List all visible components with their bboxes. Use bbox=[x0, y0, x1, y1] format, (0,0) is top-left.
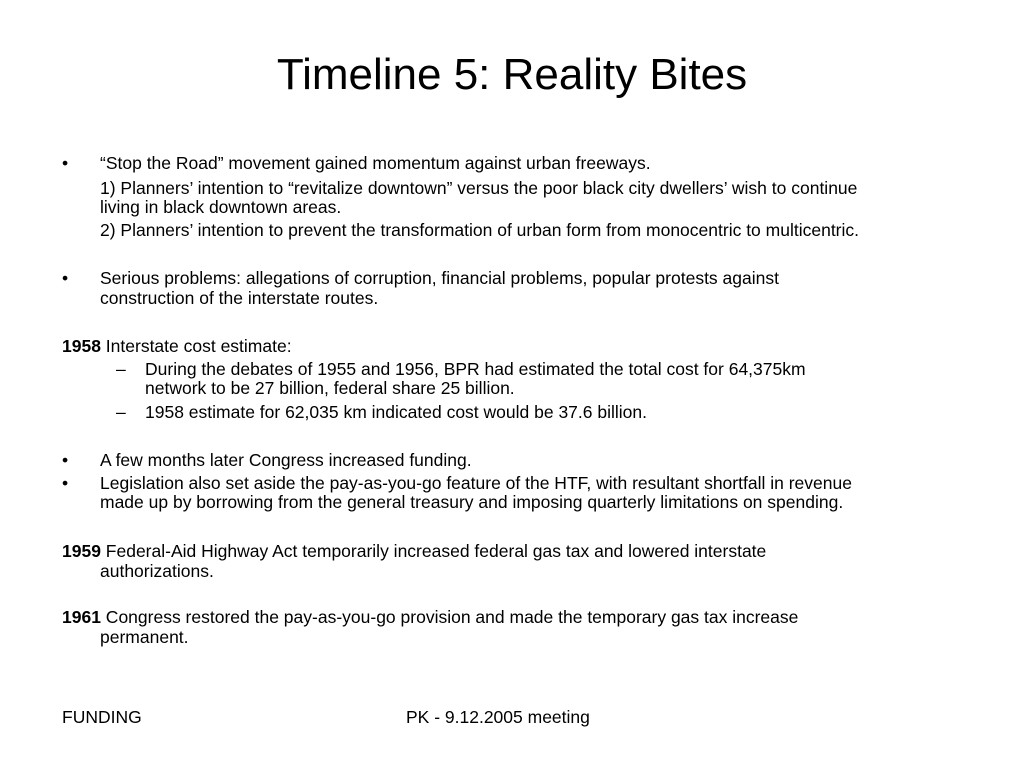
dash-icon: – bbox=[116, 359, 126, 379]
year-1961: 1961 bbox=[62, 607, 101, 627]
dash-point-2: 1958 estimate for 62,035 km indicated cost would be 37.6 billion. bbox=[145, 402, 647, 422]
bullet-icon: • bbox=[62, 268, 69, 288]
sub-point-2: 2) Planners’ intention to prevent the transformation of urban form from monocentric to multicentric. bbox=[100, 220, 860, 240]
dash-icon: – bbox=[116, 402, 126, 422]
bullet-congress-funding: A few months later Congress increased funding. bbox=[100, 450, 472, 470]
entry-1959-line-1 bbox=[62, 541, 766, 561]
dash-point-1-line-2: network to be 27 billion, federal share 25 billion. bbox=[145, 378, 515, 398]
bullet-legislation-line-2: made up by borrowing from the general treasury and imposing quarterly limitations on spending. bbox=[100, 492, 844, 512]
entry-1961-text: Congress restored the pay-as-you-go provision and made the temporary gas tax increase bbox=[100, 607, 799, 627]
entry-1958-text: Interstate cost estimate: bbox=[100, 336, 292, 356]
bullet-legislation-line-1: Legislation also set aside the pay-as-you-go feature of the HTF, with resultant shortfall in revenue bbox=[100, 473, 852, 493]
entry-1959-line-2: authorizations. bbox=[100, 561, 214, 581]
bullet-icon: • bbox=[62, 153, 69, 173]
sub-point-1-line-1: 1) Planners’ intention to “revitalize downtown” versus the poor black city dwellers’ wish to continue bbox=[100, 178, 858, 198]
bullet-icon: • bbox=[62, 473, 69, 493]
bullet-serious-problems-line-2: construction of the interstate routes. bbox=[100, 288, 379, 308]
slide-title: Timeline 5: Reality Bites bbox=[276, 50, 748, 99]
bullet-icon: • bbox=[62, 450, 69, 470]
bullet-stop-the-road: “Stop the Road” movement gained momentum against urban freeways. bbox=[100, 153, 651, 173]
year-1959: 1959 bbox=[62, 541, 101, 561]
footer-left: FUNDING bbox=[62, 707, 142, 727]
year-1958: 1958 bbox=[62, 336, 101, 356]
entry-1958 bbox=[62, 336, 292, 356]
dash-point-1-line-1: During the debates of 1955 and 1956, BPR had estimated the total cost for 64,375km bbox=[145, 359, 806, 379]
footer-center: PK - 9.12.2005 meeting bbox=[406, 707, 590, 727]
entry-1961-line-2: permanent. bbox=[100, 627, 189, 647]
entry-1961-line-1 bbox=[62, 607, 798, 627]
sub-point-1-line-2: living in black downtown areas. bbox=[100, 197, 342, 217]
bullet-serious-problems-line-1: Serious problems: allegations of corruption, financial problems, popular protests against bbox=[100, 268, 779, 288]
entry-1959-text: Federal-Aid Highway Act temporarily increased federal gas tax and lowered interstate bbox=[100, 541, 767, 561]
